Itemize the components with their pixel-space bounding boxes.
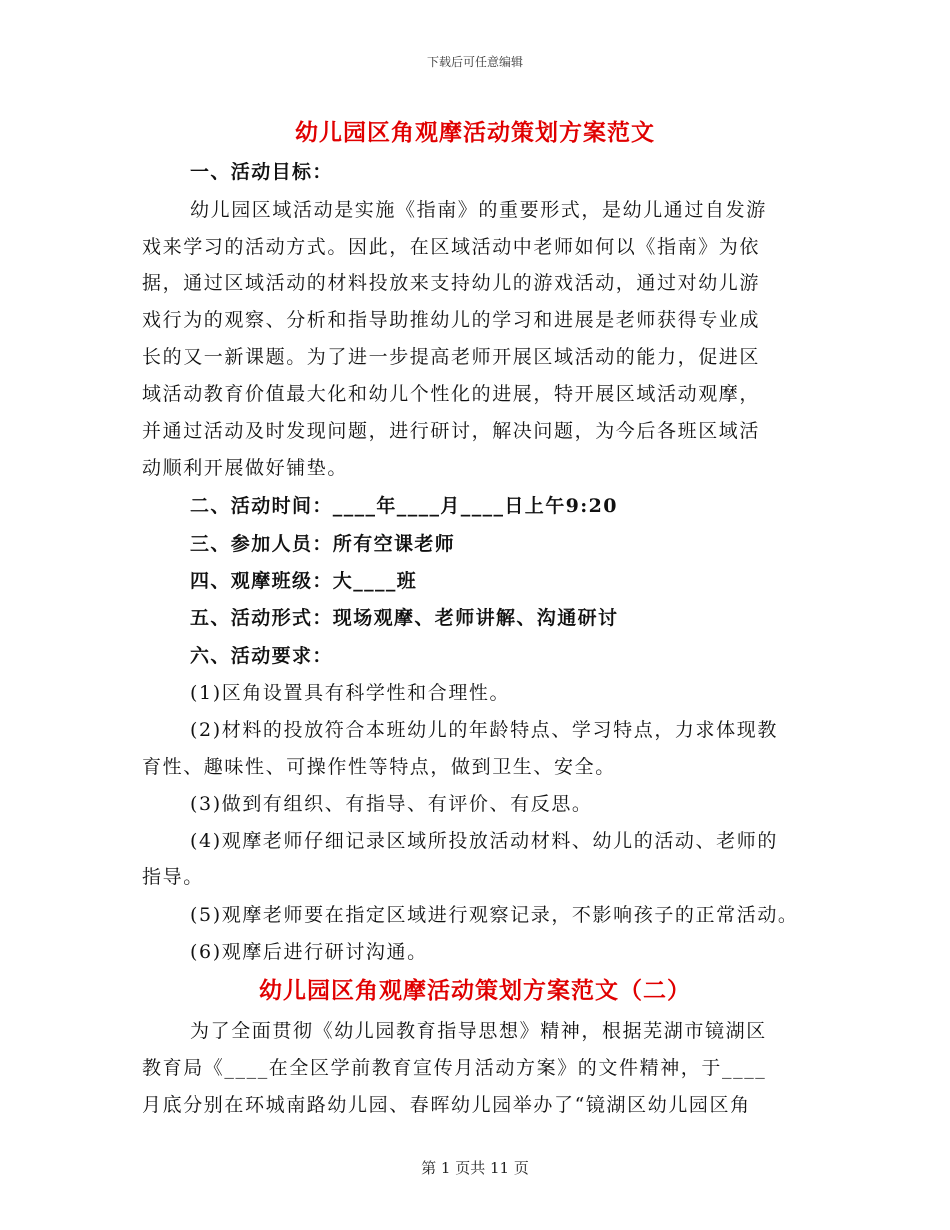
paragraph-line: 长的又一新课题。为了进一步提高老师开展区域活动的能力，促进区 xyxy=(142,346,761,368)
paragraph-line: 据，通过区域活动的材料投放来支持幼儿的游戏活动，通过对幼儿游 xyxy=(142,272,761,294)
section-class: 四、观摩班级：大____班 xyxy=(190,570,418,592)
requirement-item: (2)材料的投放符合本班幼儿的年龄特点、学习特点，力求体现教 xyxy=(190,719,778,741)
document-title: 幼儿园区角观摩活动策划方案范文 xyxy=(295,119,655,146)
section-participants: 三、参加人员：所有空课老师 xyxy=(190,533,456,555)
section-title-two: 幼儿园区角观摩活动策划方案范文（二） xyxy=(259,977,691,1004)
requirement-item: (5)观摩老师要在指定区域进行观察记录，不影响孩子的正常活动。 xyxy=(190,904,799,926)
requirement-item-continued: 指导。 xyxy=(142,866,204,888)
paragraph-line: 戏来学习的活动方式。因此，在区域活动中老师如何以《指南》为依 xyxy=(142,236,761,258)
paragraph-line: 戏行为的观察、分析和指导助推幼儿的学习和进展是老师获得专业成 xyxy=(142,309,761,331)
section-format: 五、活动形式：现场观摩、老师讲解、沟通研讨 xyxy=(190,607,619,629)
requirement-item: (1)区角设置具有科学性和合理性。 xyxy=(190,682,511,704)
requirement-item: (4)观摩老师仔细记录区域所投放活动材料、幼儿的活动、老师的 xyxy=(190,830,778,852)
section-heading-goals: 一、活动目标： xyxy=(190,161,333,183)
paragraph-line: 动顺利开展做好铺垫。 xyxy=(142,457,349,479)
paragraph-line: 教育局《____在全区学前教育宣传月活动方案》的文件精神，于____ xyxy=(142,1057,767,1079)
paragraph-line: 月底分别在环城南路幼儿园、春晖幼儿园举办了“镜湖区幼儿园区角 xyxy=(142,1094,751,1116)
requirement-item: (3)做到有组织、有指导、有评价、有反思。 xyxy=(190,793,593,815)
paragraph-line: 为了全面贯彻《幼儿园教育指导思想》精神，根据芜湖市镜湖区 xyxy=(190,1020,767,1042)
requirement-item: (6)观摩后进行研讨沟通。 xyxy=(190,941,428,963)
paragraph-line: 并通过活动及时发现问题，进行研讨，解决问题，为今后各班区域活 xyxy=(142,420,761,442)
page-footer: 第 1 页共 11 页 xyxy=(421,1159,529,1177)
page-header: 下载后可任意编辑 xyxy=(426,55,523,69)
paragraph-line: 幼儿园区域活动是实施《指南》的重要形式，是幼儿通过自发游 xyxy=(190,199,767,221)
paragraph-line: 域活动教育价值最大化和幼儿个性化的进展，特开展区域活动观摩， xyxy=(142,383,761,405)
requirement-item-continued: 育性、趣味性、可操作性等特点，做到卫生、安全。 xyxy=(142,756,616,778)
section-time: 二、活动时间：____年____月____日上午9:20 xyxy=(190,495,618,517)
section-heading-requirements: 六、活动要求： xyxy=(190,645,333,667)
